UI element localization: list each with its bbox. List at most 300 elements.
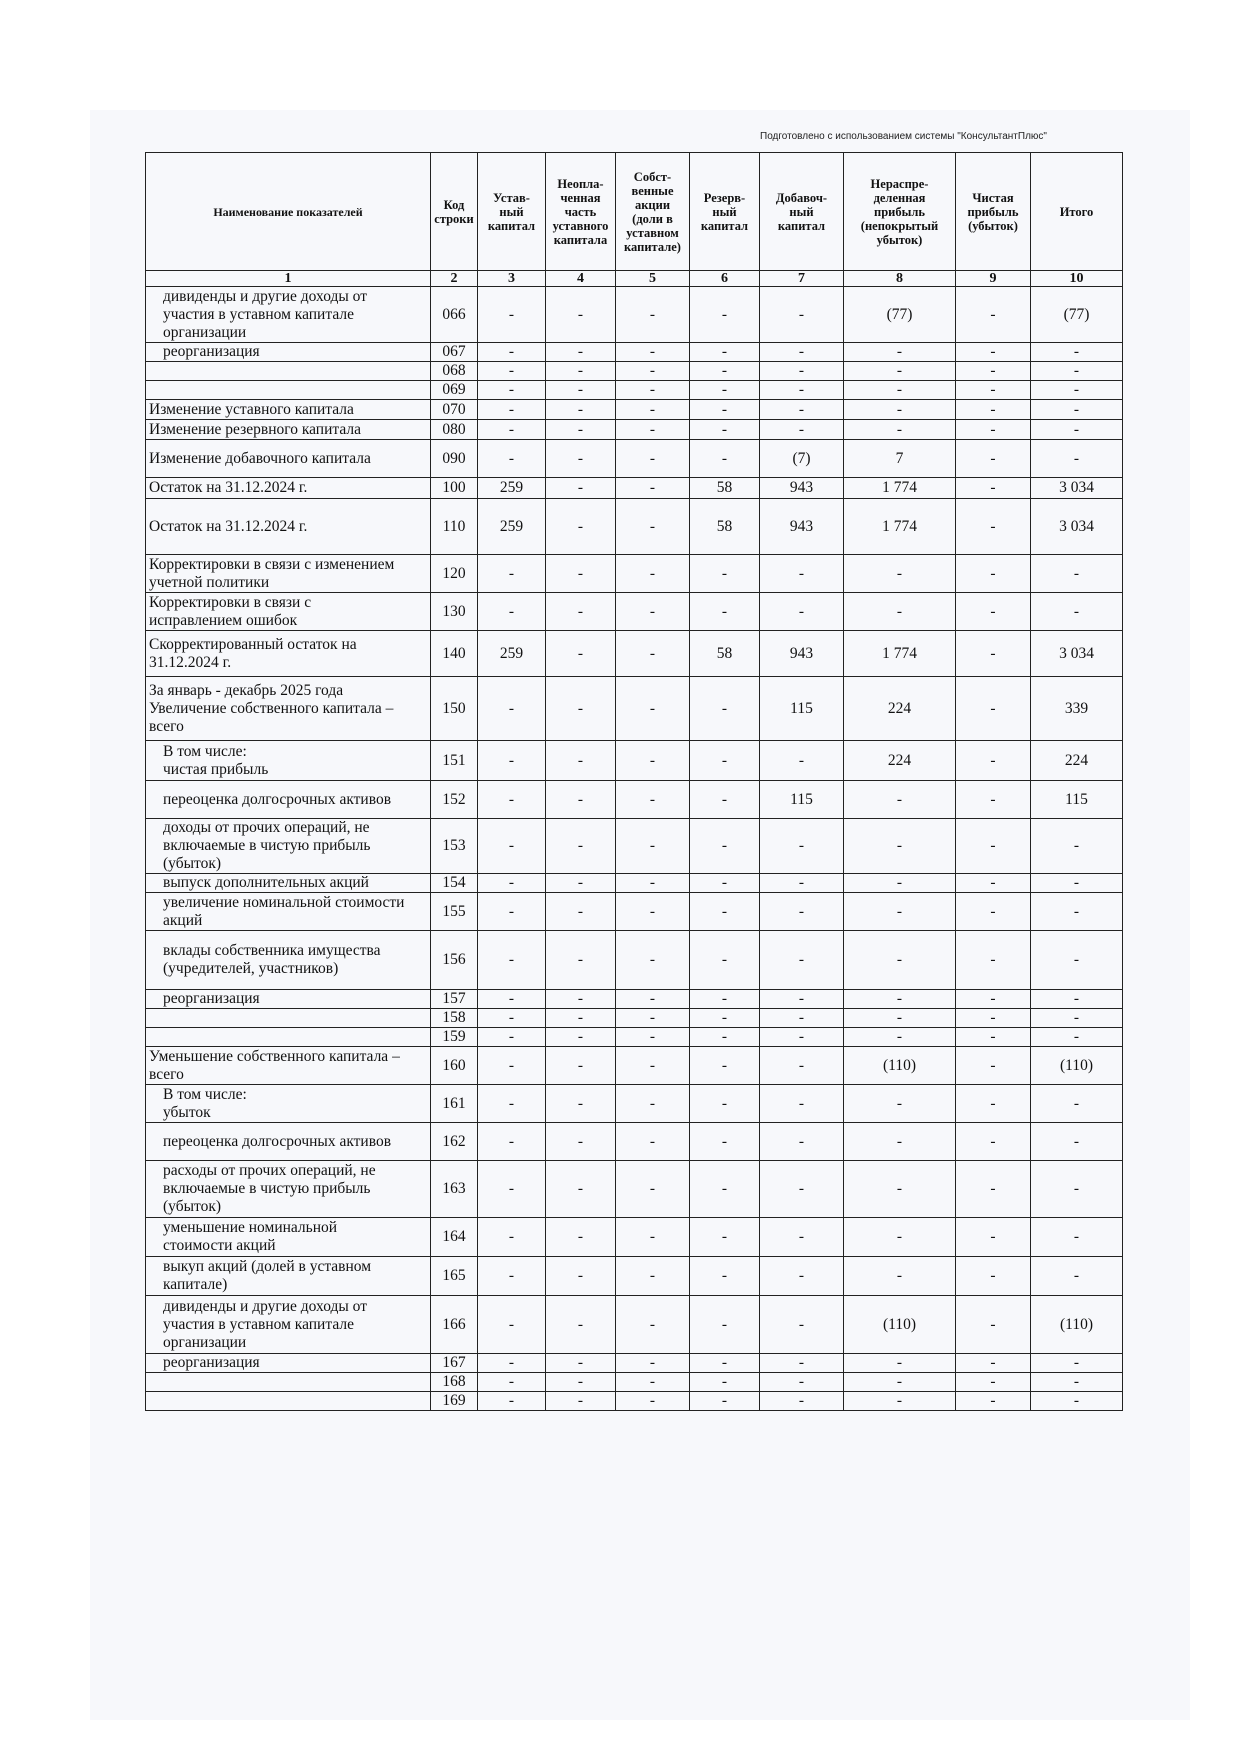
cell-value: - bbox=[1031, 400, 1123, 420]
cell-value: - bbox=[690, 287, 760, 343]
row-name bbox=[146, 631, 431, 677]
row-code: 080 bbox=[431, 420, 478, 440]
cell-value: - bbox=[844, 1392, 956, 1411]
cell-value: 115 bbox=[760, 677, 844, 741]
cell-value: - bbox=[478, 362, 546, 381]
cell-value: (77) bbox=[844, 287, 956, 343]
column-number: 3 bbox=[478, 271, 546, 287]
row-name bbox=[146, 499, 431, 555]
row-name-line: (убыток) bbox=[163, 1198, 222, 1215]
cell-value: - bbox=[956, 631, 1031, 677]
cell-value: - bbox=[546, 741, 616, 781]
column-header-line: убыток) bbox=[876, 232, 923, 247]
cell-value: - bbox=[1031, 1028, 1123, 1047]
cell-value: - bbox=[1031, 1085, 1123, 1123]
table-row bbox=[146, 499, 1123, 555]
cell-value: - bbox=[1031, 1161, 1123, 1218]
cell-value: - bbox=[616, 781, 690, 819]
row-code: 090 bbox=[431, 440, 478, 478]
table-row bbox=[146, 593, 1123, 631]
cell-value: - bbox=[546, 781, 616, 819]
column-header-line: часть bbox=[564, 204, 597, 219]
cell-value: - bbox=[956, 478, 1031, 499]
column-header bbox=[760, 153, 844, 271]
cell-value: - bbox=[956, 1392, 1031, 1411]
cell-value: - bbox=[956, 1161, 1031, 1218]
cell-value: 3 034 bbox=[1031, 478, 1123, 499]
cell-value: - bbox=[690, 1392, 760, 1411]
cell-value: - bbox=[956, 990, 1031, 1009]
row-code: 158 bbox=[431, 1009, 478, 1028]
cell-value: - bbox=[844, 1123, 956, 1161]
cell-value: - bbox=[690, 931, 760, 990]
row-name-line: Изменение резервного капитала bbox=[149, 420, 361, 438]
column-header-line: капитале) bbox=[624, 239, 681, 254]
cell-value: - bbox=[844, 781, 956, 819]
table-row bbox=[146, 1123, 1123, 1161]
cell-value: - bbox=[616, 440, 690, 478]
row-name-line: реорганизация bbox=[163, 990, 260, 1007]
cell-value: - bbox=[690, 874, 760, 893]
cell-value: - bbox=[956, 1047, 1031, 1085]
cell-value: - bbox=[1031, 1218, 1123, 1257]
table-row bbox=[146, 440, 1123, 478]
column-header bbox=[956, 153, 1031, 271]
cell-value: - bbox=[760, 819, 844, 874]
row-name-line: выкуп акций (долей в уставном bbox=[163, 1258, 372, 1275]
row-name bbox=[146, 343, 431, 362]
cell-value: - bbox=[546, 931, 616, 990]
cell-value: - bbox=[478, 400, 546, 420]
row-name-line: расходы от прочих операций, не bbox=[163, 1162, 376, 1179]
table-row bbox=[146, 287, 1123, 343]
row-name-line: В том числе: bbox=[163, 742, 247, 760]
cell-value: - bbox=[546, 1123, 616, 1161]
row-name-line: организации bbox=[163, 323, 247, 341]
row-name-line: акций bbox=[163, 911, 203, 929]
cell-value: - bbox=[844, 381, 956, 400]
row-code: 154 bbox=[431, 874, 478, 893]
cell-value: - bbox=[478, 420, 546, 440]
cell-value: 224 bbox=[844, 677, 956, 741]
cell-value: - bbox=[760, 874, 844, 893]
cell-value: - bbox=[690, 593, 760, 631]
row-code: 164 bbox=[431, 1218, 478, 1257]
column-header bbox=[690, 153, 760, 271]
cell-value: - bbox=[760, 893, 844, 931]
row-name bbox=[146, 1123, 431, 1161]
row-code: 151 bbox=[431, 741, 478, 781]
row-name-line: Увеличение собственного капитала – bbox=[149, 699, 394, 717]
row-name bbox=[146, 593, 431, 631]
column-header-line: Чистая bbox=[972, 190, 1014, 205]
row-name-line: вклады собственника имущества bbox=[163, 942, 381, 959]
cell-value: 1 774 bbox=[844, 478, 956, 499]
cell-value: 115 bbox=[760, 781, 844, 819]
cell-value: - bbox=[760, 555, 844, 593]
row-code: 110 bbox=[431, 499, 478, 555]
row-code: 067 bbox=[431, 343, 478, 362]
cell-value: - bbox=[616, 893, 690, 931]
table-row bbox=[146, 555, 1123, 593]
cell-value: - bbox=[844, 874, 956, 893]
row-name bbox=[146, 741, 431, 781]
column-header-line: Собст- bbox=[633, 169, 672, 184]
cell-value: - bbox=[1031, 874, 1123, 893]
cell-value: - bbox=[956, 819, 1031, 874]
cell-value: - bbox=[478, 990, 546, 1009]
table-row bbox=[146, 1028, 1123, 1047]
cell-value: - bbox=[616, 1392, 690, 1411]
cell-value: - bbox=[760, 1161, 844, 1218]
cell-value: - bbox=[478, 1161, 546, 1218]
cell-value: - bbox=[690, 1218, 760, 1257]
row-name bbox=[146, 1257, 431, 1296]
row-code: 150 bbox=[431, 677, 478, 741]
cell-value: - bbox=[616, 1257, 690, 1296]
column-header bbox=[1031, 153, 1123, 271]
cell-value: - bbox=[956, 1218, 1031, 1257]
cell-value: - bbox=[690, 1354, 760, 1373]
cell-value: - bbox=[616, 874, 690, 893]
column-number-row bbox=[146, 271, 1123, 287]
cell-value: - bbox=[760, 1028, 844, 1047]
cell-value: - bbox=[616, 1123, 690, 1161]
cell-value: - bbox=[546, 400, 616, 420]
row-code: 168 bbox=[431, 1373, 478, 1392]
cell-value: - bbox=[546, 287, 616, 343]
table-row bbox=[146, 1354, 1123, 1373]
cell-value: - bbox=[1031, 555, 1123, 593]
cell-value: (110) bbox=[844, 1296, 956, 1354]
cell-value: - bbox=[478, 1123, 546, 1161]
row-code: 169 bbox=[431, 1392, 478, 1411]
row-name bbox=[146, 819, 431, 874]
column-header-line: уставном bbox=[626, 225, 679, 240]
row-name bbox=[146, 478, 431, 499]
table-row bbox=[146, 741, 1123, 781]
cell-value: (110) bbox=[1031, 1296, 1123, 1354]
cell-value: - bbox=[956, 1354, 1031, 1373]
header-row bbox=[146, 153, 1123, 271]
cell-value: - bbox=[1031, 343, 1123, 362]
cell-value: - bbox=[478, 1392, 546, 1411]
cell-value: - bbox=[690, 1028, 760, 1047]
table-row bbox=[146, 1047, 1123, 1085]
column-header-line: капитал bbox=[777, 218, 826, 233]
row-name bbox=[146, 381, 431, 400]
table-row bbox=[146, 677, 1123, 741]
cell-value: - bbox=[478, 931, 546, 990]
cell-value: - bbox=[844, 1028, 956, 1047]
row-name-line: переоценка долгосрочных активов bbox=[163, 1132, 392, 1150]
row-code: 069 bbox=[431, 381, 478, 400]
cell-value: - bbox=[956, 1123, 1031, 1161]
row-name bbox=[146, 362, 431, 381]
row-name-line: Изменение уставного капитала bbox=[149, 400, 354, 418]
cell-value: - bbox=[616, 631, 690, 677]
cell-value: - bbox=[1031, 420, 1123, 440]
column-number: 9 bbox=[956, 271, 1031, 287]
row-name bbox=[146, 1085, 431, 1123]
cell-value: - bbox=[546, 593, 616, 631]
cell-value: - bbox=[616, 478, 690, 499]
cell-value: - bbox=[1031, 1257, 1123, 1296]
cell-value: - bbox=[690, 741, 760, 781]
cell-value: 58 bbox=[690, 478, 760, 499]
row-code: 167 bbox=[431, 1354, 478, 1373]
row-name-line: исправлением ошибок bbox=[149, 611, 298, 629]
table-row bbox=[146, 1085, 1123, 1123]
row-name bbox=[146, 990, 431, 1009]
row-name-line: выпуск дополнительных акций bbox=[163, 874, 369, 891]
cell-value: - bbox=[616, 420, 690, 440]
cell-value: - bbox=[760, 343, 844, 362]
column-header-line: ный bbox=[499, 204, 524, 219]
cell-value: - bbox=[478, 1085, 546, 1123]
cell-value: - bbox=[844, 593, 956, 631]
row-name-line: Корректировки в связи с изменением bbox=[149, 555, 395, 573]
cell-value: - bbox=[690, 819, 760, 874]
cell-value: - bbox=[546, 440, 616, 478]
cell-value: - bbox=[478, 1296, 546, 1354]
cell-value: - bbox=[616, 931, 690, 990]
cell-value: - bbox=[478, 1009, 546, 1028]
row-code: 153 bbox=[431, 819, 478, 874]
column-header-line: венные bbox=[631, 183, 674, 198]
row-name-line: (учредителей, участников) bbox=[163, 960, 339, 977]
table-row bbox=[146, 1009, 1123, 1028]
cell-value: - bbox=[956, 593, 1031, 631]
cell-value: - bbox=[546, 1354, 616, 1373]
row-name bbox=[146, 893, 431, 931]
cell-value: - bbox=[616, 287, 690, 343]
row-name-line: убыток bbox=[163, 1103, 211, 1121]
row-name-line: участия в уставном капитале bbox=[163, 305, 354, 323]
row-name-line: уменьшение номинальной bbox=[163, 1219, 338, 1236]
cell-value: - bbox=[956, 1296, 1031, 1354]
cell-value: - bbox=[760, 400, 844, 420]
cell-value: - bbox=[690, 440, 760, 478]
cell-value: - bbox=[546, 819, 616, 874]
cell-value: - bbox=[546, 1047, 616, 1085]
row-name bbox=[146, 1218, 431, 1257]
cell-value: - bbox=[956, 287, 1031, 343]
row-name-line: учетной политики bbox=[149, 573, 270, 591]
cell-value: - bbox=[690, 893, 760, 931]
cell-value: - bbox=[956, 343, 1031, 362]
column-header-line: (доли в bbox=[632, 211, 673, 226]
table-row bbox=[146, 819, 1123, 874]
table-row bbox=[146, 631, 1123, 677]
cell-value: - bbox=[546, 1009, 616, 1028]
cell-value: - bbox=[956, 499, 1031, 555]
cell-value: - bbox=[478, 1028, 546, 1047]
column-header-line: деленная bbox=[873, 190, 926, 205]
table-row bbox=[146, 931, 1123, 990]
cell-value: - bbox=[844, 555, 956, 593]
cell-value: - bbox=[546, 874, 616, 893]
cell-value: - bbox=[760, 1009, 844, 1028]
cell-value: (110) bbox=[844, 1047, 956, 1085]
cell-value: - bbox=[760, 1047, 844, 1085]
cell-value: - bbox=[956, 1009, 1031, 1028]
row-name bbox=[146, 1161, 431, 1218]
column-header bbox=[546, 153, 616, 271]
cell-value: - bbox=[1031, 362, 1123, 381]
row-code: 160 bbox=[431, 1047, 478, 1085]
row-name-line: В том числе: bbox=[163, 1085, 247, 1103]
row-name-line: Корректировки в связи с bbox=[149, 593, 312, 611]
table-row bbox=[146, 990, 1123, 1009]
cell-value: (77) bbox=[1031, 287, 1123, 343]
column-header-line: капитала bbox=[553, 232, 608, 247]
cell-value: - bbox=[616, 990, 690, 1009]
cell-value: - bbox=[956, 400, 1031, 420]
row-name-line: дивиденды и другие доходы от bbox=[163, 1297, 367, 1315]
cell-value: - bbox=[956, 931, 1031, 990]
cell-value: - bbox=[1031, 819, 1123, 874]
row-name bbox=[146, 1373, 431, 1392]
row-code: 157 bbox=[431, 990, 478, 1009]
cell-value: - bbox=[616, 677, 690, 741]
cell-value: - bbox=[546, 343, 616, 362]
cell-value: 259 bbox=[478, 499, 546, 555]
cell-value: 58 bbox=[690, 631, 760, 677]
cell-value: - bbox=[478, 874, 546, 893]
cell-value: - bbox=[1031, 893, 1123, 931]
cell-value: - bbox=[546, 499, 616, 555]
cell-value: - bbox=[760, 1373, 844, 1392]
column-header-line: ный bbox=[712, 204, 737, 219]
row-name bbox=[146, 1354, 431, 1373]
column-header-line: уставного bbox=[552, 218, 609, 233]
column-header-line: строки bbox=[434, 211, 474, 226]
cell-value: - bbox=[546, 420, 616, 440]
cell-value: 259 bbox=[478, 631, 546, 677]
cell-value: - bbox=[546, 555, 616, 593]
cell-value: - bbox=[616, 1373, 690, 1392]
table-row bbox=[146, 781, 1123, 819]
cell-value: - bbox=[616, 1354, 690, 1373]
column-header bbox=[146, 153, 431, 271]
column-header-line: (непокрытый bbox=[860, 218, 939, 233]
row-name-line: переоценка долгосрочных активов bbox=[163, 790, 392, 808]
column-header-line: капитал bbox=[487, 218, 536, 233]
cell-value: - bbox=[956, 781, 1031, 819]
row-name-line: доходы от прочих операций, не bbox=[163, 819, 370, 836]
column-header-line: прибыль bbox=[967, 204, 1019, 219]
column-header-line: ный bbox=[789, 204, 814, 219]
cell-value: - bbox=[616, 1296, 690, 1354]
table-row bbox=[146, 1161, 1123, 1218]
cell-value: - bbox=[1031, 1123, 1123, 1161]
column-header bbox=[616, 153, 690, 271]
cell-value: - bbox=[546, 1257, 616, 1296]
row-name-line: капитале) bbox=[163, 1276, 228, 1293]
cell-value: - bbox=[546, 1392, 616, 1411]
cell-value: - bbox=[956, 440, 1031, 478]
cell-value: - bbox=[844, 420, 956, 440]
cell-value: - bbox=[760, 593, 844, 631]
cell-value: - bbox=[1031, 1354, 1123, 1373]
cell-value: - bbox=[760, 362, 844, 381]
cell-value: - bbox=[616, 1028, 690, 1047]
row-name-line: увеличение номинальной стоимости bbox=[163, 893, 405, 911]
row-name-line: участия в уставном капитале bbox=[163, 1315, 354, 1333]
cell-value: - bbox=[546, 478, 616, 499]
cell-value: - bbox=[478, 343, 546, 362]
cell-value: - bbox=[616, 1085, 690, 1123]
cell-value: - bbox=[546, 893, 616, 931]
cell-value: - bbox=[956, 741, 1031, 781]
column-header bbox=[844, 153, 956, 271]
cell-value: - bbox=[690, 990, 760, 1009]
row-name-line: За январь - декабрь 2025 года bbox=[149, 681, 344, 699]
cell-value: 259 bbox=[478, 478, 546, 499]
cell-value: 943 bbox=[760, 499, 844, 555]
table-body bbox=[146, 287, 1123, 1411]
cell-value: - bbox=[956, 1028, 1031, 1047]
cell-value: - bbox=[616, 1047, 690, 1085]
row-code: 159 bbox=[431, 1028, 478, 1047]
cell-value: 3 034 bbox=[1031, 499, 1123, 555]
cell-value: - bbox=[760, 1257, 844, 1296]
cell-value: - bbox=[760, 287, 844, 343]
table-row bbox=[146, 874, 1123, 893]
column-number: 5 bbox=[616, 271, 690, 287]
cell-value: - bbox=[690, 420, 760, 440]
cell-value: - bbox=[844, 343, 956, 362]
table-row bbox=[146, 1257, 1123, 1296]
cell-value: - bbox=[690, 1123, 760, 1161]
row-name-line: всего bbox=[149, 717, 184, 735]
cell-value: - bbox=[760, 1296, 844, 1354]
cell-value: - bbox=[690, 781, 760, 819]
cell-value: - bbox=[844, 400, 956, 420]
table-row bbox=[146, 1392, 1123, 1411]
row-name bbox=[146, 420, 431, 440]
column-header-line: (убыток) bbox=[968, 218, 1018, 233]
column-header-line: прибыль bbox=[874, 204, 925, 219]
cell-value: - bbox=[1031, 381, 1123, 400]
column-number: 2 bbox=[431, 271, 478, 287]
column-header-line: Устав- bbox=[493, 190, 530, 205]
column-number: 8 bbox=[844, 271, 956, 287]
cell-value: - bbox=[956, 381, 1031, 400]
cell-value: - bbox=[1031, 931, 1123, 990]
row-name bbox=[146, 287, 431, 343]
cell-value: - bbox=[478, 287, 546, 343]
column-header bbox=[431, 153, 478, 271]
capital-changes-table bbox=[145, 152, 1123, 1411]
cell-value: - bbox=[844, 1161, 956, 1218]
cell-value: - bbox=[956, 555, 1031, 593]
cell-value: - bbox=[546, 990, 616, 1009]
cell-value: - bbox=[760, 1123, 844, 1161]
cell-value: - bbox=[546, 631, 616, 677]
cell-value: - bbox=[616, 1218, 690, 1257]
row-code: 163 bbox=[431, 1161, 478, 1218]
cell-value: - bbox=[546, 381, 616, 400]
cell-value: - bbox=[616, 499, 690, 555]
row-name bbox=[146, 1047, 431, 1085]
cell-value: - bbox=[690, 1161, 760, 1218]
cell-value: - bbox=[546, 1218, 616, 1257]
cell-value: - bbox=[546, 1373, 616, 1392]
cell-value: - bbox=[956, 362, 1031, 381]
column-number: 7 bbox=[760, 271, 844, 287]
